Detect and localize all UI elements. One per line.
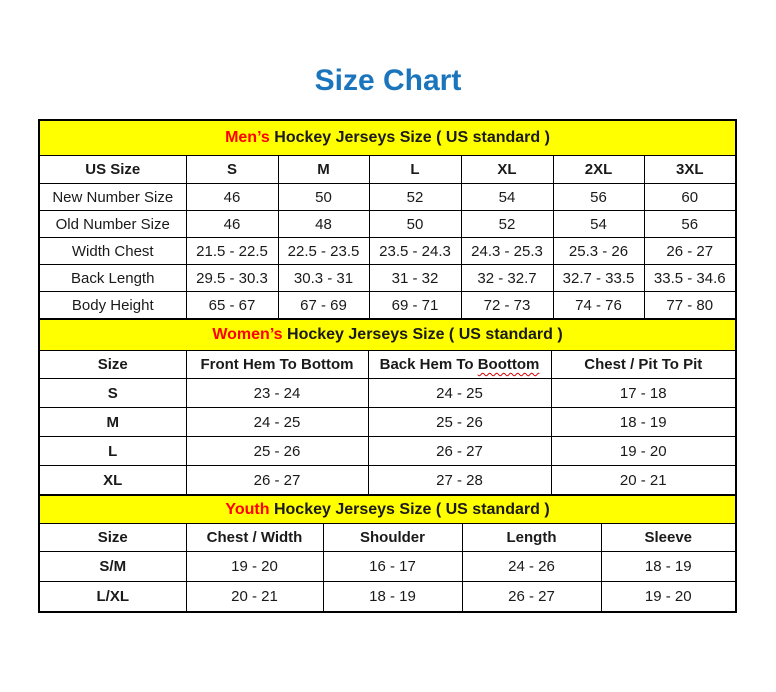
womens-banner <box>39 319 736 351</box>
column-header: Chest / Width <box>186 524 323 552</box>
cell: 17 - 18 <box>551 379 736 408</box>
cell: 46 <box>186 211 278 238</box>
cell: 54 <box>553 211 644 238</box>
mens-size-table <box>38 119 737 320</box>
mens-header-row <box>39 156 736 184</box>
mens-banner-rest: Hockey Jerseys Size ( US standard ) <box>269 129 550 146</box>
column-header: XL <box>461 156 553 184</box>
cell: 19 - 20 <box>551 437 736 466</box>
row-label: Body Height <box>39 292 186 320</box>
cell: 77 - 80 <box>644 292 736 320</box>
cell: 20 - 21 <box>551 466 736 496</box>
youth-size-table <box>38 494 737 613</box>
column-header: Shoulder <box>323 524 462 552</box>
cell: 27 - 28 <box>368 466 551 496</box>
womens-banner-highlight: Women’s <box>212 326 283 343</box>
row-label: Width Chest <box>39 238 186 265</box>
youth-header-row <box>39 524 736 552</box>
cell: 29.5 - 30.3 <box>186 265 278 292</box>
cell: 30.3 - 31 <box>278 265 369 292</box>
row-label: New Number Size <box>39 184 186 211</box>
column-header: Chest / Pit To Pit <box>551 351 736 379</box>
cell: 50 <box>369 211 461 238</box>
cell: 25 - 26 <box>368 408 551 437</box>
back-hem-prefix: Back Hem To <box>379 356 478 373</box>
column-header <box>368 351 551 379</box>
mens-banner-highlight: Men’s <box>225 129 270 146</box>
cell: 19 - 20 <box>601 582 736 613</box>
cell: 72 - 73 <box>461 292 553 320</box>
row-label: Back Length <box>39 265 186 292</box>
column-header: M <box>278 156 369 184</box>
cell: 69 - 71 <box>369 292 461 320</box>
womens-banner-text <box>39 319 736 351</box>
cell: 25.3 - 26 <box>553 238 644 265</box>
row-label: M <box>39 408 186 437</box>
cell: 56 <box>644 211 736 238</box>
column-header: L <box>369 156 461 184</box>
cell: 26 - 27 <box>644 238 736 265</box>
womens-size-table <box>38 318 737 496</box>
table-row <box>39 184 736 211</box>
cell: 46 <box>186 184 278 211</box>
table-row <box>39 292 736 320</box>
mens-banner <box>39 120 736 156</box>
cell: 24.3 - 25.3 <box>461 238 553 265</box>
size-chart-tables <box>38 119 735 613</box>
cell: 48 <box>278 211 369 238</box>
column-header: Sleeve <box>601 524 736 552</box>
womens-banner-rest: Hockey Jerseys Size ( US standard ) <box>282 326 563 343</box>
cell: 52 <box>461 211 553 238</box>
column-header: Size <box>39 351 186 379</box>
row-label: XL <box>39 466 186 496</box>
cell: 56 <box>553 184 644 211</box>
cell: 18 - 19 <box>323 582 462 613</box>
row-label: S/M <box>39 552 186 582</box>
table-row <box>39 437 736 466</box>
cell: 31 - 32 <box>369 265 461 292</box>
column-header: 2XL <box>553 156 644 184</box>
cell: 18 - 19 <box>601 552 736 582</box>
cell: 20 - 21 <box>186 582 323 613</box>
mens-banner-text <box>39 120 736 156</box>
cell: 67 - 69 <box>278 292 369 320</box>
cell: 26 - 27 <box>186 466 368 496</box>
table-row <box>39 265 736 292</box>
row-label: L <box>39 437 186 466</box>
youth-banner-rest: Hockey Jerseys Size ( US standard ) <box>269 500 550 518</box>
table-row <box>39 211 736 238</box>
cell: 24 - 26 <box>462 552 601 582</box>
column-header: S <box>186 156 278 184</box>
cell: 60 <box>644 184 736 211</box>
youth-banner-highlight: Youth <box>225 500 270 518</box>
column-header: US Size <box>39 156 186 184</box>
cell: 26 - 27 <box>462 582 601 613</box>
cell: 16 - 17 <box>323 552 462 582</box>
page-title: Size Chart <box>314 64 462 97</box>
cell: 32 - 32.7 <box>461 265 553 292</box>
table-row <box>39 379 736 408</box>
table-row <box>39 466 736 496</box>
cell: 65 - 67 <box>186 292 278 320</box>
column-header: Front Hem To Bottom <box>186 351 368 379</box>
cell: 24 - 25 <box>368 379 551 408</box>
cell: 24 - 25 <box>186 408 368 437</box>
table-row <box>39 582 736 613</box>
cell: 22.5 - 23.5 <box>278 238 369 265</box>
youth-banner-text <box>39 495 736 524</box>
table-row <box>39 552 736 582</box>
cell: 26 - 27 <box>368 437 551 466</box>
cell: 19 - 20 <box>186 552 323 582</box>
cell: 23 - 24 <box>186 379 368 408</box>
cell: 32.7 - 33.5 <box>553 265 644 292</box>
column-header: Size <box>39 524 186 552</box>
column-header: 3XL <box>644 156 736 184</box>
table-row <box>39 238 736 265</box>
column-header: Length <box>462 524 601 552</box>
row-label: S <box>39 379 186 408</box>
cell: 21.5 - 22.5 <box>186 238 278 265</box>
cell: 23.5 - 24.3 <box>369 238 461 265</box>
cell: 74 - 76 <box>553 292 644 320</box>
cell: 33.5 - 34.6 <box>644 265 736 292</box>
cell: 54 <box>461 184 553 211</box>
youth-banner <box>39 495 736 524</box>
cell: 52 <box>369 184 461 211</box>
cell: 18 - 19 <box>551 408 736 437</box>
womens-header-row <box>39 351 736 379</box>
cell: 25 - 26 <box>186 437 368 466</box>
table-row <box>39 408 736 437</box>
row-label: Old Number Size <box>39 211 186 238</box>
row-label: L/XL <box>39 582 186 613</box>
back-hem-misspelled-word: Boottom <box>477 356 540 373</box>
cell: 50 <box>278 184 369 211</box>
